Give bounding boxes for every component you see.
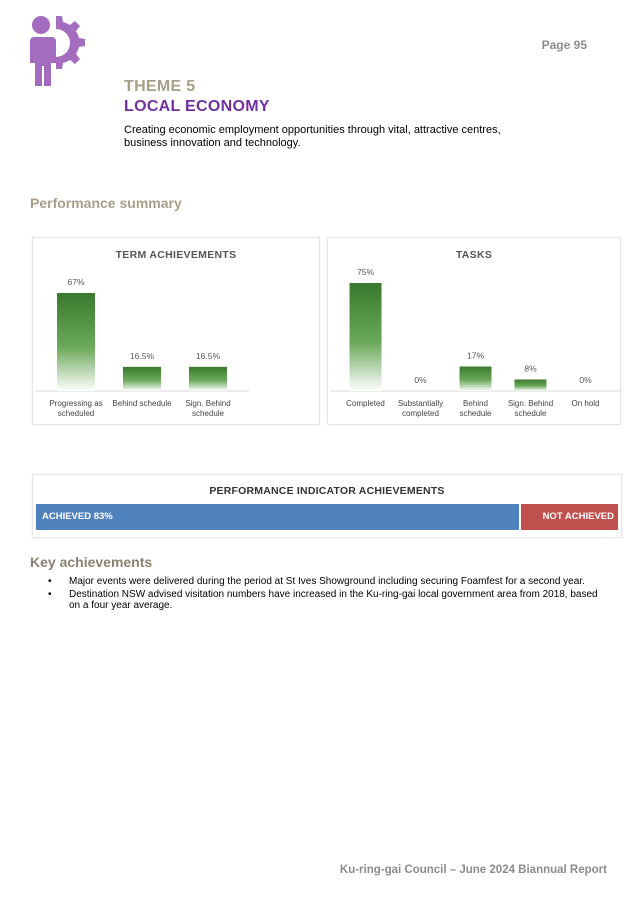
data-label: 16.5% bbox=[129, 350, 155, 361]
pi-chart-title: PERFORMANCE INDICATOR ACHIEVEMENTS bbox=[209, 485, 445, 497]
key-achievements-list bbox=[48, 576, 608, 613]
category-label: On hold bbox=[571, 399, 600, 408]
category-label: scheduled bbox=[57, 409, 95, 418]
data-label: 0% bbox=[414, 375, 427, 385]
theme-label: THEME 5 bbox=[124, 78, 196, 95]
data-label: 75% bbox=[356, 267, 375, 277]
category-label: Behind schedule bbox=[112, 399, 172, 408]
bullet-icon: • bbox=[48, 576, 52, 587]
tasks-chart bbox=[327, 237, 621, 425]
category-label: completed bbox=[402, 409, 439, 418]
bar bbox=[515, 379, 547, 391]
category-label: schedule bbox=[459, 409, 492, 418]
bullet-icon: • bbox=[48, 588, 52, 600]
bar bbox=[460, 367, 492, 391]
tasks-svg bbox=[328, 238, 620, 424]
theme-logo-icon bbox=[22, 12, 90, 88]
category-label: schedule bbox=[191, 409, 225, 418]
data-label: 17% bbox=[466, 350, 485, 361]
term-achievements-chart bbox=[32, 237, 320, 425]
achievement-text: Major events were delivered during the period at St Ives Showground including securing Foamfest for a second year. bbox=[69, 576, 585, 587]
key-achievements-heading: Key achievements bbox=[30, 554, 153, 570]
category-label: Sign. Behind bbox=[185, 399, 231, 408]
term-achievements-svg bbox=[33, 238, 319, 424]
chart-title: TERM ACHIEVEMENTS bbox=[115, 249, 237, 261]
list-item bbox=[48, 589, 608, 612]
category-label: Sign. Behind bbox=[507, 399, 554, 408]
performance-indicator-chart bbox=[32, 474, 622, 548]
category-label: Substantially bbox=[397, 399, 444, 408]
data-label: 67% bbox=[67, 277, 85, 287]
performance-summary-heading: Performance summary bbox=[30, 195, 182, 211]
bar bbox=[57, 293, 95, 391]
data-label: 8% bbox=[524, 363, 537, 374]
chart-title: TASKS bbox=[455, 249, 493, 261]
category-label: Behind bbox=[463, 399, 488, 408]
theme-title: LOCAL ECONOMY bbox=[124, 98, 270, 115]
category-label: Completed bbox=[346, 399, 385, 408]
achievement-text: Destination NSW advised visitation numbers have increased in the Ku-ring-gai local government area from 2018, based on a four year average. bbox=[69, 588, 598, 611]
category-label: schedule bbox=[514, 409, 547, 418]
list-item bbox=[48, 576, 608, 588]
data-label: 0% bbox=[579, 375, 592, 385]
bar bbox=[123, 367, 161, 391]
data-label: 16.5% bbox=[195, 350, 221, 361]
page-number: Page 95 bbox=[541, 38, 587, 52]
bar bbox=[189, 367, 227, 391]
bar bbox=[350, 283, 382, 391]
pi-achieved-bar: ACHIEVED 83% bbox=[36, 504, 519, 530]
category-label: Progressing as bbox=[49, 399, 103, 408]
theme-description: Creating economic employment opportunities through vital, attractive centres, business innovation and technology. bbox=[124, 124, 501, 149]
pi-not-achieved-bar: NOT ACHIEVED 17% bbox=[521, 504, 618, 530]
footer-text: Ku-ring-gai Council – June 2024 Biannual Report bbox=[339, 864, 607, 876]
